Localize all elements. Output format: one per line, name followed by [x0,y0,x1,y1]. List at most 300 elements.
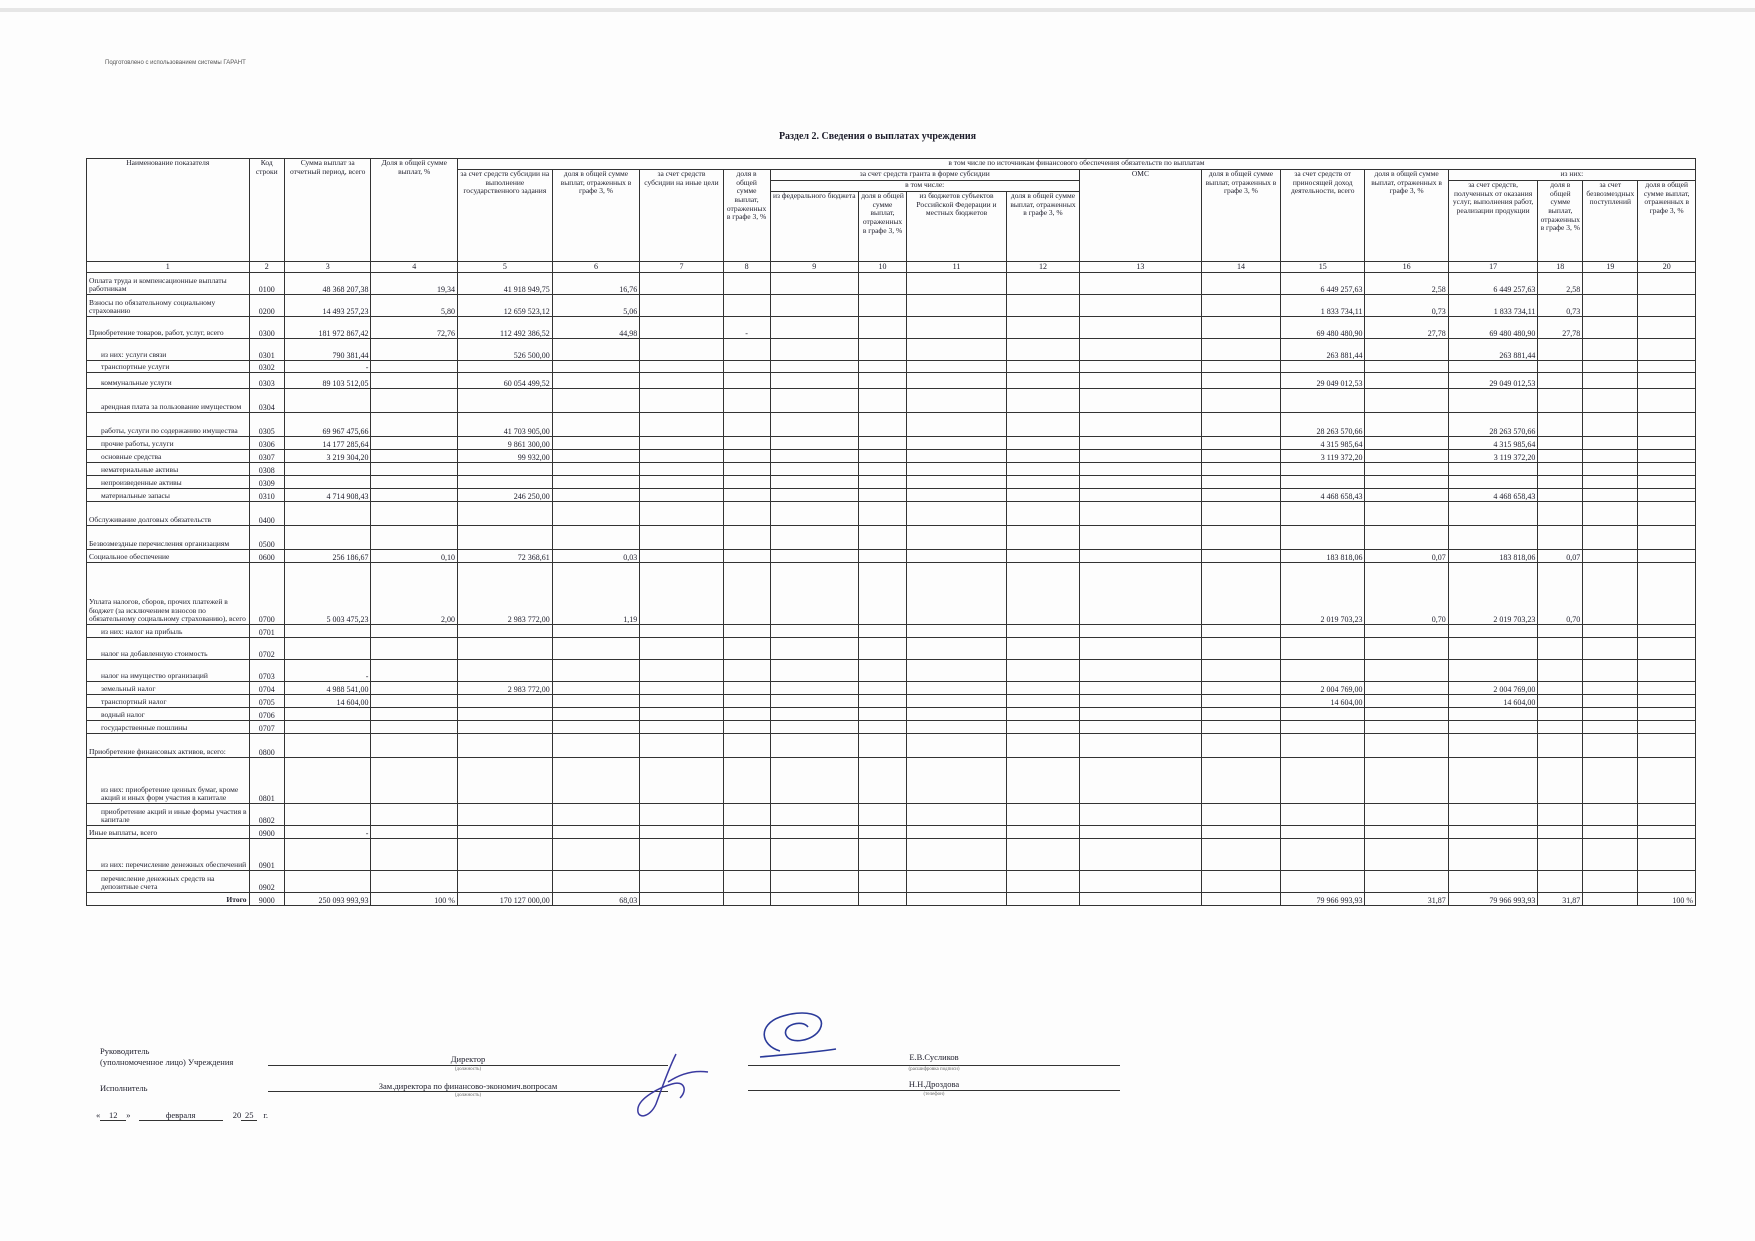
cell-c3: 48 368 207,38 [284,273,370,295]
empty-cell [906,373,1006,389]
empty-cell [859,893,907,906]
cell-c8 [723,295,770,317]
cell-c6 [552,450,640,463]
cell-c15 [1281,502,1365,526]
row-code: 0500 [249,526,284,550]
cell-c18 [1538,450,1583,463]
cell-c17 [1448,463,1538,476]
empty-cell [1201,625,1280,638]
cell-c6 [552,476,640,489]
row-name: Безвозмездные перечисления организациям [87,526,250,550]
cell-c17: 3 119 372,20 [1448,450,1538,463]
column-number: 16 [1365,262,1448,273]
cell-c17 [1448,361,1538,373]
row-name: Обслуживание долговых обязательств [87,502,250,526]
cell-c17 [1448,708,1538,721]
cell-c3: 790 381,44 [284,339,370,361]
row-code: 0801 [249,758,284,804]
column-number: 12 [1007,262,1080,273]
empty-cell [1007,526,1080,550]
cell-c17: 2 004 769,00 [1448,682,1538,695]
cell-c4: 72,76 [371,317,457,339]
cell-c20 [1638,826,1696,839]
empty-cell [1583,871,1638,893]
cell-c6 [552,625,640,638]
cell-c5 [457,695,552,708]
cell-c17 [1448,389,1538,413]
empty-cell [1201,526,1280,550]
empty-cell [1583,695,1638,708]
row-name: налог на добавленную стоимость [87,638,250,660]
cell-c5: 2 983 772,00 [457,563,552,625]
cell-c20 [1638,734,1696,758]
empty-cell [640,489,723,502]
cell-c4 [371,871,457,893]
empty-cell [859,839,907,871]
cell-c20 [1638,526,1696,550]
cell-c6 [552,437,640,450]
date-suffix: г. [263,1110,269,1120]
empty-cell [859,295,907,317]
cell-c5 [457,625,552,638]
cell-c16: 27,78 [1365,317,1448,339]
row-name: Приобретение товаров, работ, услуг, всего [87,317,250,339]
empty-cell [1007,339,1080,361]
cell-c4 [371,708,457,721]
empty-cell [640,682,723,695]
empty-cell [1583,389,1638,413]
hdr-gratuitous: за счет безвозмездных поступлений [1583,181,1638,262]
empty-cell [1583,373,1638,389]
empty-cell [640,826,723,839]
row-code: 0705 [249,695,284,708]
cell-c20 [1638,839,1696,871]
hdr-share-grat: доля в общей сумме выплат, отраженных в графе 3, % [1638,181,1696,262]
cell-c8 [723,839,770,871]
empty-cell [1201,734,1280,758]
cell-c8 [723,502,770,526]
cell-c15: 4 315 985,64 [1281,437,1365,450]
cell-c20 [1638,550,1696,563]
cell-c4 [371,682,457,695]
empty-cell [1201,273,1280,295]
empty-cell [1079,695,1201,708]
empty-cell [640,526,723,550]
empty-cell [1079,339,1201,361]
empty-cell [906,804,1006,826]
table-row [87,273,1696,295]
cell-c18 [1538,721,1583,734]
cell-c18 [1538,476,1583,489]
cell-c6: 1,19 [552,563,640,625]
empty-cell [1201,413,1280,437]
empty-cell [1201,721,1280,734]
cell-c17 [1448,804,1538,826]
row-name: основные средства [87,450,250,463]
cell-c16 [1365,734,1448,758]
cell-c8 [723,361,770,373]
exec-label: Исполнитель [100,1083,148,1093]
empty-cell [1079,708,1201,721]
empty-cell [770,526,859,550]
cell-c15 [1281,708,1365,721]
empty-cell [1201,489,1280,502]
empty-cell [1201,476,1280,489]
empty-cell [859,638,907,660]
row-name: водный налог [87,708,250,721]
cell-c20 [1638,682,1696,695]
empty-cell [859,437,907,450]
cell-c3 [284,871,370,893]
empty-cell [1079,826,1201,839]
head-name: Е.В.Сусликов [909,1052,959,1062]
cell-c15 [1281,721,1365,734]
empty-cell [1007,721,1080,734]
column-number: 10 [859,262,907,273]
cell-c18 [1538,839,1583,871]
cell-c5: 2 983 772,00 [457,682,552,695]
cell-c4 [371,361,457,373]
cell-c8 [723,734,770,758]
cell-c16 [1365,839,1448,871]
cell-c4 [371,413,457,437]
table-row [87,804,1696,826]
cell-c4 [371,758,457,804]
empty-cell [640,695,723,708]
empty-cell [1079,526,1201,550]
empty-cell [1079,804,1201,826]
empty-cell [859,273,907,295]
row-code: 0707 [249,721,284,734]
row-name: прочие работы, услуги [87,437,250,450]
cell-c16 [1365,660,1448,682]
cell-c16 [1365,476,1448,489]
empty-cell [1007,682,1080,695]
cell-c3: 256 186,67 [284,550,370,563]
hdr-share-task: доля в общей сумме выплат, отраженных в графе 3, % [552,170,640,262]
cell-c16 [1365,339,1448,361]
empty-cell [1007,373,1080,389]
empty-cell [859,373,907,389]
empty-cell [640,839,723,871]
cell-c20 [1638,502,1696,526]
cell-c20 [1638,708,1696,721]
cell-c8: - [723,317,770,339]
empty-cell [1007,638,1080,660]
empty-cell [859,871,907,893]
cell-c15 [1281,734,1365,758]
column-number: 1 [87,262,250,273]
table-row [87,526,1696,550]
table-row [87,682,1696,695]
cell-c5 [457,758,552,804]
empty-cell [1583,361,1638,373]
cell-c8 [723,437,770,450]
empty-cell [1079,317,1201,339]
table-row [87,502,1696,526]
cell-c17 [1448,660,1538,682]
table-row [87,339,1696,361]
empty-cell [1079,839,1201,871]
cell-c4 [371,489,457,502]
cell-c20 [1638,758,1696,804]
cell-c16: 0,70 [1365,563,1448,625]
empty-cell [859,413,907,437]
row-name: коммунальные услуги [87,373,250,389]
hdr-share-services: доля в общей сумме выплат, отраженных в графе 3, % [1538,181,1583,262]
row-code: 0400 [249,502,284,526]
cell-c6 [552,489,640,502]
hdr-grant: за счет средств гранта в форме субсидии [770,170,1079,181]
cell-c5 [457,476,552,489]
cell-c4 [371,826,457,839]
cell-c17 [1448,871,1538,893]
cell-c5: 170 127 000,00 [457,893,552,906]
table-row [87,638,1696,660]
empty-cell [1583,526,1638,550]
empty-cell [640,871,723,893]
cell-c8 [723,476,770,489]
cell-c8 [723,660,770,682]
cell-c16 [1365,625,1448,638]
cell-c6 [552,721,640,734]
empty-cell [1583,826,1638,839]
empty-cell [906,563,1006,625]
column-number: 9 [770,262,859,273]
cell-c15: 263 881,44 [1281,339,1365,361]
row-code: 0100 [249,273,284,295]
cell-c16 [1365,871,1448,893]
empty-cell [770,708,859,721]
exec-position: Зам.директора по финансово-экономич.вопросам [378,1081,558,1091]
empty-cell [770,476,859,489]
cell-c16 [1365,826,1448,839]
empty-cell [1201,317,1280,339]
empty-cell [859,450,907,463]
empty-cell [770,839,859,871]
cell-c20 [1638,804,1696,826]
empty-cell [640,638,723,660]
cell-c4 [371,463,457,476]
cell-c6 [552,389,640,413]
cell-c20 [1638,638,1696,660]
cell-c3: 3 219 304,20 [284,450,370,463]
column-number: 6 [552,262,640,273]
cell-c18 [1538,871,1583,893]
table-header [87,159,1696,273]
row-code: 0701 [249,625,284,638]
row-name: из них: приобретение ценных бумаг, кроме акций и иных форм участия в капитале [87,758,250,804]
empty-cell [906,871,1006,893]
cell-c20 [1638,389,1696,413]
cell-c15: 1 833 734,11 [1281,295,1365,317]
cell-c8 [723,550,770,563]
cell-c4 [371,804,457,826]
cell-c18 [1538,695,1583,708]
cell-c18 [1538,489,1583,502]
date-year: 25 [241,1110,257,1121]
empty-cell [1583,625,1638,638]
cell-c20 [1638,450,1696,463]
empty-cell [1079,721,1201,734]
head-label-1: Руководитель [100,1046,150,1056]
empty-cell [859,682,907,695]
empty-cell [859,708,907,721]
empty-cell [770,721,859,734]
cell-c6: 44,98 [552,317,640,339]
cell-c15 [1281,361,1365,373]
column-number: 15 [1281,262,1365,273]
prepared-note: Подготовлено с использованием системы ГАРАНТ [105,60,246,66]
empty-cell [1007,450,1080,463]
empty-cell [1201,563,1280,625]
empty-cell [1007,273,1080,295]
empty-cell [1007,550,1080,563]
column-number: 4 [371,262,457,273]
cell-c4 [371,625,457,638]
empty-cell [1007,389,1080,413]
row-code: 0305 [249,413,284,437]
empty-cell [906,826,1006,839]
cell-c3 [284,389,370,413]
cell-c18 [1538,804,1583,826]
cell-c3 [284,804,370,826]
empty-cell [770,734,859,758]
cell-c15 [1281,826,1365,839]
cell-c5 [457,708,552,721]
empty-cell [1201,295,1280,317]
row-code: 0300 [249,317,284,339]
empty-cell [770,871,859,893]
cell-c20 [1638,295,1696,317]
cell-c6 [552,708,640,721]
cell-c6 [552,463,640,476]
empty-cell [906,413,1006,437]
empty-cell [640,804,723,826]
cell-c6: 5,06 [552,295,640,317]
cell-c17: 14 604,00 [1448,695,1538,708]
cell-c6 [552,526,640,550]
empty-cell [1079,413,1201,437]
cell-c8 [723,893,770,906]
empty-cell [1583,450,1638,463]
cell-c3 [284,708,370,721]
cell-c4 [371,373,457,389]
column-number: 14 [1201,262,1280,273]
empty-cell [906,273,1006,295]
cell-c17: 4 315 985,64 [1448,437,1538,450]
empty-cell [640,463,723,476]
cell-c5: 60 054 499,52 [457,373,552,389]
empty-cell [906,682,1006,695]
cell-c18 [1538,373,1583,389]
row-code: 0309 [249,476,284,489]
cell-c16 [1365,804,1448,826]
section-title: Раздел 2. Сведения о выплатах учреждения [778,131,977,142]
cell-c6 [552,804,640,826]
cell-c5: 9 861 300,00 [457,437,552,450]
row-name: государственные пошлины [87,721,250,734]
cell-c15: 69 480 480,90 [1281,317,1365,339]
cell-c20 [1638,695,1696,708]
cell-c20 [1638,437,1696,450]
cell-c6: 16,76 [552,273,640,295]
row-code: 0702 [249,638,284,660]
cell-c5 [457,638,552,660]
cell-c18 [1538,625,1583,638]
cell-c18: 0,07 [1538,550,1583,563]
cell-c16 [1365,695,1448,708]
cell-c17 [1448,758,1538,804]
empty-cell [859,721,907,734]
cell-c4 [371,660,457,682]
cell-c6 [552,502,640,526]
cell-c15: 183 818,06 [1281,550,1365,563]
empty-cell [1583,660,1638,682]
empty-cell [1007,295,1080,317]
cell-c16 [1365,373,1448,389]
cell-c5: 72 368,61 [457,550,552,563]
row-code: 0200 [249,295,284,317]
cell-c8 [723,721,770,734]
cell-c3: 4 988 541,00 [284,682,370,695]
scan-edge [0,8,1755,12]
column-number: 17 [1448,262,1538,273]
head-position-caption: (должность) [454,1067,482,1072]
cell-c6 [552,695,640,708]
empty-cell [1583,638,1638,660]
cell-c6 [552,413,640,437]
cell-c6 [552,871,640,893]
cell-c3 [284,526,370,550]
cell-c16 [1365,389,1448,413]
cell-c4: 0,10 [371,550,457,563]
cell-c3: - [284,660,370,682]
empty-cell [1583,295,1638,317]
table-row [87,463,1696,476]
empty-cell [770,317,859,339]
table-row [87,389,1696,413]
empty-cell [640,476,723,489]
empty-cell [1007,893,1080,906]
empty-cell [906,437,1006,450]
empty-cell [1079,638,1201,660]
cell-c6 [552,361,640,373]
cell-c8 [723,489,770,502]
cell-c18 [1538,758,1583,804]
empty-cell [1079,476,1201,489]
empty-cell [1007,437,1080,450]
cell-c3: 69 967 475,66 [284,413,370,437]
table-row [87,361,1696,373]
empty-cell [1007,804,1080,826]
empty-cell [1583,563,1638,625]
cell-c6: 68,03 [552,893,640,906]
row-name: арендная плата за пользование имуществом [87,389,250,413]
cell-c5 [457,826,552,839]
cell-c20 [1638,339,1696,361]
cell-c8 [723,826,770,839]
empty-cell [640,317,723,339]
cell-c6 [552,734,640,758]
cell-c8 [723,273,770,295]
empty-cell [1201,758,1280,804]
cell-c20: 100 % [1638,893,1696,906]
cell-c5: 12 659 523,12 [457,295,552,317]
table-row [87,721,1696,734]
cell-c18 [1538,361,1583,373]
cell-c18 [1538,638,1583,660]
